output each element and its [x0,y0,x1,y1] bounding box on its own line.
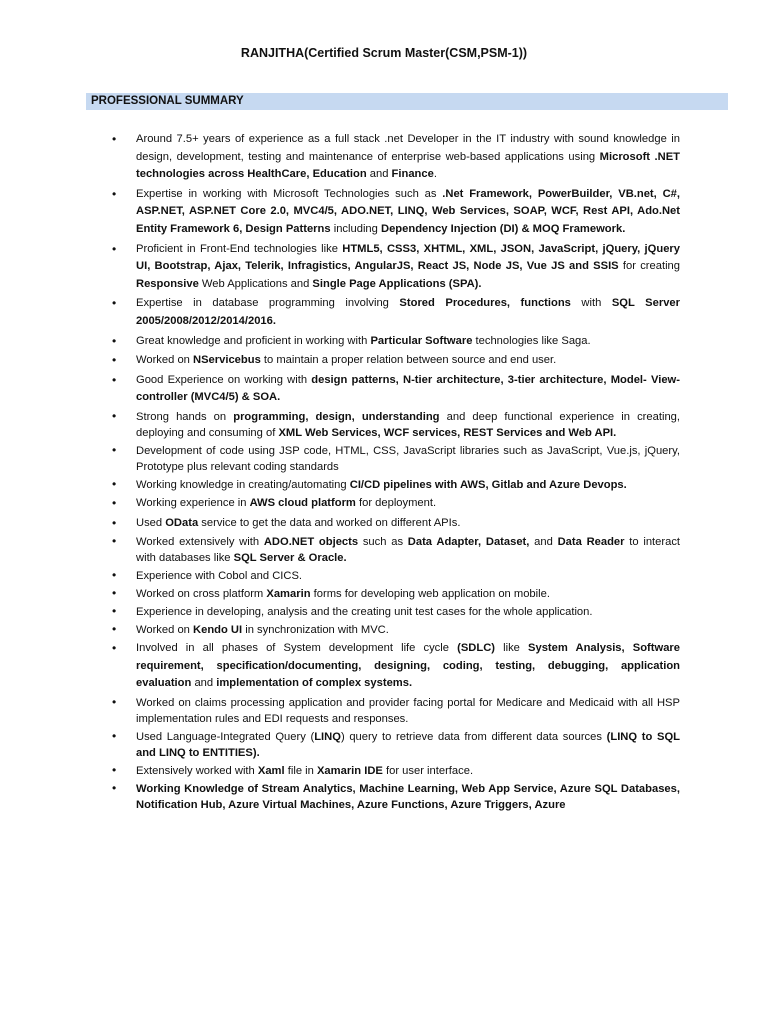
bullet-text: Around 7.5+ years of experience as a full stack .net Developer in the IT industry with sound knowledge in design, development, testing and maintenance of enterprise web-based applications using [136,133,680,163]
bullet-text-bold: Working Knowledge of Stream Analytics, Machine Learning, Web App Service, Azure SQL Databases, Notification Hub, Azure Virtual Machines, Azure Functions, Azure Triggers, Azure [136,782,680,811]
bullet-text-bold: CI/CD pipelines with AWS, Gitlab and Azure Devops. [349,478,627,491]
bullet-text-bold: Single Page Applications (SPA). [312,277,482,290]
summary-bullet [106,781,680,813]
bullet-text: with [570,297,612,310]
bullet-text-bold: Microsoft .NET technologies across HealthCare, Education [136,150,681,181]
summary-bullet [106,409,680,441]
bullet-text: such as [358,536,408,549]
resume-title: RANJITHA(Certified Scrum Master(CSM,PSM-1)) [240,46,528,60]
summary-bullet [106,763,680,779]
summary-bullet [106,729,680,761]
bullet-text-bold: OData [165,516,199,529]
bullet-text: and [366,168,392,181]
bullet-text: ) query to retrieve data from different data sources [340,730,607,743]
bullet-text: Used [136,516,166,529]
summary-bullet [106,640,680,693]
bullet-text: . [433,168,437,181]
bullet-text: and deep functional experience in creating, deploying and consuming of [136,410,680,439]
summary-bullet [106,568,680,584]
summary-bullet [106,372,680,407]
bullet-text: Worked extensively with [136,536,264,549]
bullet-text: forms for developing web application on mobile. [310,588,550,601]
summary-bullet [106,622,680,638]
bullet-text: Worked on claims processing application and provider facing portal for Medicare and Medicaid with all HSP implementation rules and EDI requests and responses. [136,696,680,725]
bullet-text-bold: Xaml [257,764,285,777]
bullet-text: including [330,222,381,235]
summary-bullet [106,131,680,184]
bullet-text: Proficient in Front-End technologies like [136,242,343,255]
bullet-text-bold: SQL Server & Oracle. [233,552,347,565]
bullet-text: and [191,677,217,690]
summary-bullet [106,295,680,330]
summary-bullet [106,443,680,475]
bullet-text: in synchronization with MVC. [242,624,389,637]
bullet-text: Worked on [136,354,194,367]
bullet-text-bold: XML Web Services, WCF services, REST Services and Web API. [278,426,617,439]
bullet-text-bold: implementation of complex systems. [216,677,413,690]
bullet-text-bold: SQL Server 2005/2008/2012/2014/2016. [136,297,680,327]
summary-bullet [106,241,680,294]
bullet-text: Web Applications and [198,277,313,290]
bullet-text: Worked on cross platform [136,588,267,601]
bullet-text-bold: Data Reader [557,536,625,549]
bullet-text-bold: Stored Procedures, functions [399,297,571,310]
bullet-text-bold: LINQ [314,730,341,743]
summary-bullet [106,333,680,351]
bullet-text-bold: Data Adapter, Dataset, [407,536,530,549]
bullet-text: Involved in all phases of System development life cycle [136,642,458,655]
summary-bullet [106,604,680,620]
bullet-text: for user interface. [382,764,474,777]
bullet-text-bold: (SDLC) [457,642,495,655]
bullet-text: service to get the data and worked on different APIs. [198,516,461,529]
bullet-text: like [495,642,529,655]
bullet-text: Good Experience on working with [136,373,312,386]
bullet-text-bold: HTML5, CSS3, XHTML, XML, JSON, JavaScript, jQuery, jQuery UI, Bootstrap, Ajax, Telerik, Infragistics, AngularJS, React JS, Node JS, Vue JS and SSIS [136,242,680,273]
bullet-text-bold: AWS cloud platform [249,496,356,509]
bullet-text: for creating [618,260,680,273]
bullet-text: to maintain a proper relation between source and end user. [260,354,557,367]
section-title: PROFESSIONAL SUMMARY [91,95,244,107]
bullet-text: to interact with databases like [136,536,681,565]
bullet-text-bold: Responsive [136,277,199,290]
bullet-text: Strong hands on [136,410,234,423]
bullet-text: Used Language-Integrated Query ( [136,730,315,743]
bullet-text: Expertise in database programming involving [136,297,400,310]
bullet-text-bold: Xamarin IDE [316,764,383,777]
summary-bullet [106,495,680,513]
summary-bullet [106,695,680,727]
bullet-text: Extensively worked with [136,764,258,777]
summary-bullet [106,352,680,370]
bullet-text-bold: Dependency Injection (DI) & MOQ Framework. [381,222,626,235]
section-header-bar [86,93,728,110]
bullet-text: Experience with Cobol and CICS. [136,570,303,583]
summary-bullet [106,186,680,239]
bullet-text-bold: design patterns, N-tier architecture, 3-tier architecture, Model- View- controller (MVC4/5) & SOA. [136,373,680,404]
bullet-text-bold: (LINQ to SQL and LINQ to ENTITIES). [136,730,680,759]
bullet-text-bold: Particular Software [370,334,473,347]
summary-bullet [106,586,680,602]
bullet-text: Working knowledge in creating/automating [136,478,350,491]
bullet-text: Working experience in [136,496,250,509]
summary-bullet [106,477,680,493]
bullet-text: Great knowledge and proficient in working with [136,334,371,347]
bullet-text-bold: NServicebus [193,354,261,367]
professional-summary-list [106,131,680,815]
bullet-text: technologies like Saga. [472,334,591,347]
bullet-text-bold: Kendo UI [193,624,243,637]
bullet-text: Worked on [136,624,194,637]
bullet-text-bold: ADO.NET objects [263,536,359,549]
bullet-text-bold: System Analysis, Software requirement, specification/documenting, designing, coding, testing, debugging, application evaluation [136,642,680,690]
bullet-text-bold: Xamarin [266,588,311,601]
summary-bullet [106,534,680,566]
bullet-text: file in [284,764,317,777]
bullet-text: Expertise in working with Microsoft Technologies such as [136,187,443,200]
bullet-text-bold: .Net Framework, PowerBuilder, VB.net, C#, ASP.NET, ASP.NET Core 2.0, MVC4/5, ADO.NET, LINQ, Web Services, SOAP, WCF, Rest API, Ado.Net Entity Framework 6, Design Patterns [136,187,680,235]
bullet-text-bold: Finance [391,168,434,181]
bullet-text: and [529,536,558,549]
bullet-text-bold: programming, design, understanding [233,410,440,423]
bullet-text: Development of code using JSP code, HTML, CSS, JavaScript libraries such as JavaScript, Vue.js, jQuery, Prototype plus relevant coding standards [136,444,680,473]
summary-bullet [106,515,680,533]
bullet-text: for deployment. [355,496,437,509]
bullet-text: Experience in developing, analysis and the creating unit test cases for the whole application. [136,606,593,619]
